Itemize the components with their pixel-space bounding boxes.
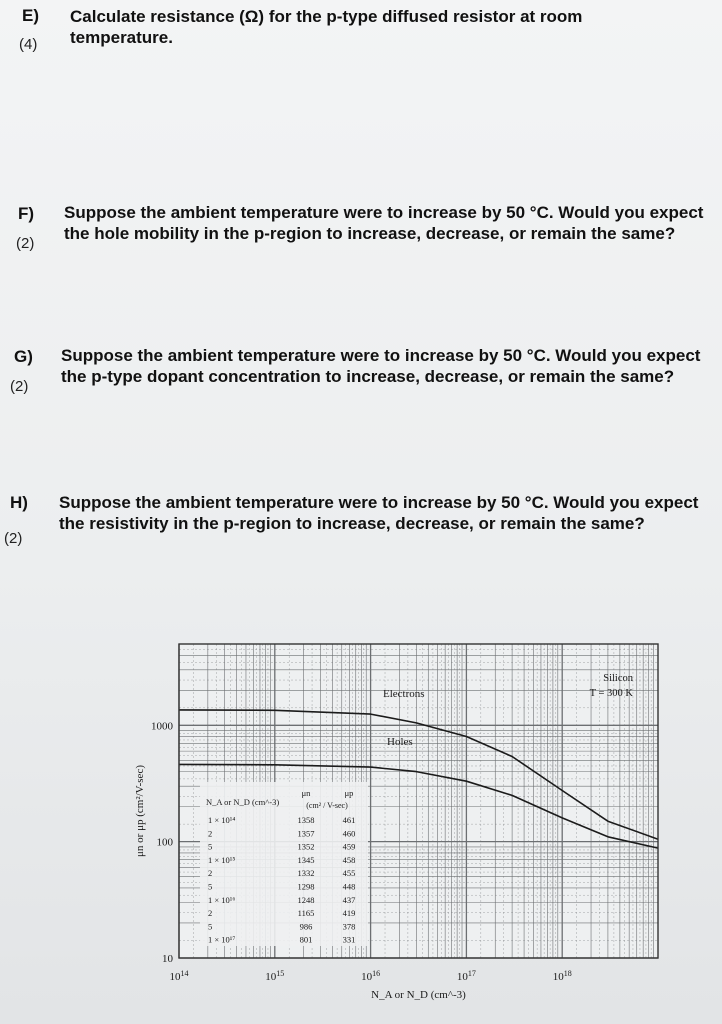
table-cell-mu-p: 461 bbox=[342, 815, 356, 825]
question-points: (2) bbox=[10, 378, 29, 395]
question-points: (4) bbox=[19, 36, 38, 53]
table-cell-mu-p: 455 bbox=[342, 868, 356, 879]
question-points: (2) bbox=[4, 530, 23, 547]
y-tick-label: 1000 bbox=[151, 720, 173, 733]
table-cell-mu-n: 1357 bbox=[297, 828, 315, 839]
table-cell-mu-p: 419 bbox=[342, 908, 356, 919]
table-cell-concentration: 1 × 10¹⁶ bbox=[208, 894, 236, 905]
table-cell-mu-n: 1165 bbox=[297, 908, 315, 919]
holes-label: Holes bbox=[387, 736, 413, 749]
question-letter: G) bbox=[14, 347, 33, 366]
question-points: (2) bbox=[16, 235, 35, 252]
y-axis-label: μn or μp (cm²/V-sec) bbox=[134, 765, 146, 857]
table-cell-concentration: 5 bbox=[208, 921, 213, 932]
y-tick-label: 10 bbox=[162, 953, 173, 965]
table-header-mu-n: μn bbox=[301, 788, 311, 798]
table-cell-concentration: 2 bbox=[208, 908, 213, 919]
question-letter: F) bbox=[18, 204, 35, 223]
table-cell-mu-n: 801 bbox=[299, 934, 313, 945]
table-cell-mu-n: 1345 bbox=[297, 854, 315, 865]
x-tick-label: $10^{16}$ bbox=[361, 969, 381, 983]
table-cell-mu-p: 378 bbox=[342, 921, 356, 932]
x-tick-label: $10^{14}$ bbox=[169, 969, 189, 983]
silicon-label: Silicon bbox=[603, 673, 633, 684]
table-cell-concentration: 1 × 10¹⁴ bbox=[208, 815, 236, 825]
table-cell-mu-p: 448 bbox=[342, 881, 356, 892]
table-cell-concentration: 5 bbox=[208, 881, 213, 892]
table-cell-mu-p: 437 bbox=[342, 894, 356, 905]
table-cell-mu-n: 986 bbox=[299, 921, 313, 932]
table-cell-mu-n: 1248 bbox=[297, 894, 315, 905]
table-cell-mu-n: 1352 bbox=[297, 841, 315, 852]
table-cell-mu-p: 459 bbox=[342, 841, 356, 852]
question-text: Suppose the ambient temperature were to increase by 50 °C. Would you expect the resistivity in the p-region to increase, decrease, or remain the same? bbox=[59, 493, 699, 533]
question-text: Calculate resistance (Ω) for the p-type diffused resistor at room temperature. bbox=[70, 7, 583, 47]
table-cell-mu-n: 1332 bbox=[297, 868, 315, 879]
table-cell-concentration: 1 × 10¹⁷ bbox=[208, 934, 236, 945]
table-header-concentration: N_A or N_D (cm^-3) bbox=[206, 797, 280, 807]
table-cell-concentration: 5 bbox=[208, 841, 213, 852]
y-tick-label: 100 bbox=[156, 836, 173, 849]
table-header-mu-p: μp bbox=[344, 788, 354, 798]
table-cell-concentration: 2 bbox=[208, 868, 213, 879]
question-letter: E) bbox=[22, 6, 39, 25]
x-axis-label: N_A or N_D (cm^-3) bbox=[371, 989, 466, 1001]
electrons-label: Electrons bbox=[383, 687, 425, 700]
x-tick-label: $10^{17}$ bbox=[456, 969, 476, 983]
table-cell-mu-p: 460 bbox=[342, 828, 356, 839]
table-cell-concentration: 1 × 10¹⁵ bbox=[208, 854, 236, 865]
table-cell-mu-p: 458 bbox=[342, 854, 356, 865]
x-tick-label: $10^{18}$ bbox=[552, 969, 572, 983]
table-header-units: (cm² / V-sec) bbox=[306, 801, 348, 810]
question-letter: H) bbox=[10, 493, 28, 512]
table-cell-mu-n: 1358 bbox=[297, 815, 315, 825]
x-tick-label: $10^{15}$ bbox=[265, 969, 285, 983]
table-cell-mu-p: 331 bbox=[342, 934, 356, 945]
temperature-label: T = 300 K bbox=[589, 688, 633, 699]
table-cell-concentration: 2 bbox=[208, 828, 213, 839]
question-text: Suppose the ambient temperature were to increase by 50 °C. Would you expect the p-type dopant concentration to increase, decrease, or remain the same? bbox=[61, 346, 701, 386]
table-cell-mu-n: 1298 bbox=[297, 881, 315, 892]
question-text: Suppose the ambient temperature were to increase by 50 °C. Would you expect the hole mobility in the p-region to increase, decrease, or remain the same? bbox=[64, 203, 704, 243]
